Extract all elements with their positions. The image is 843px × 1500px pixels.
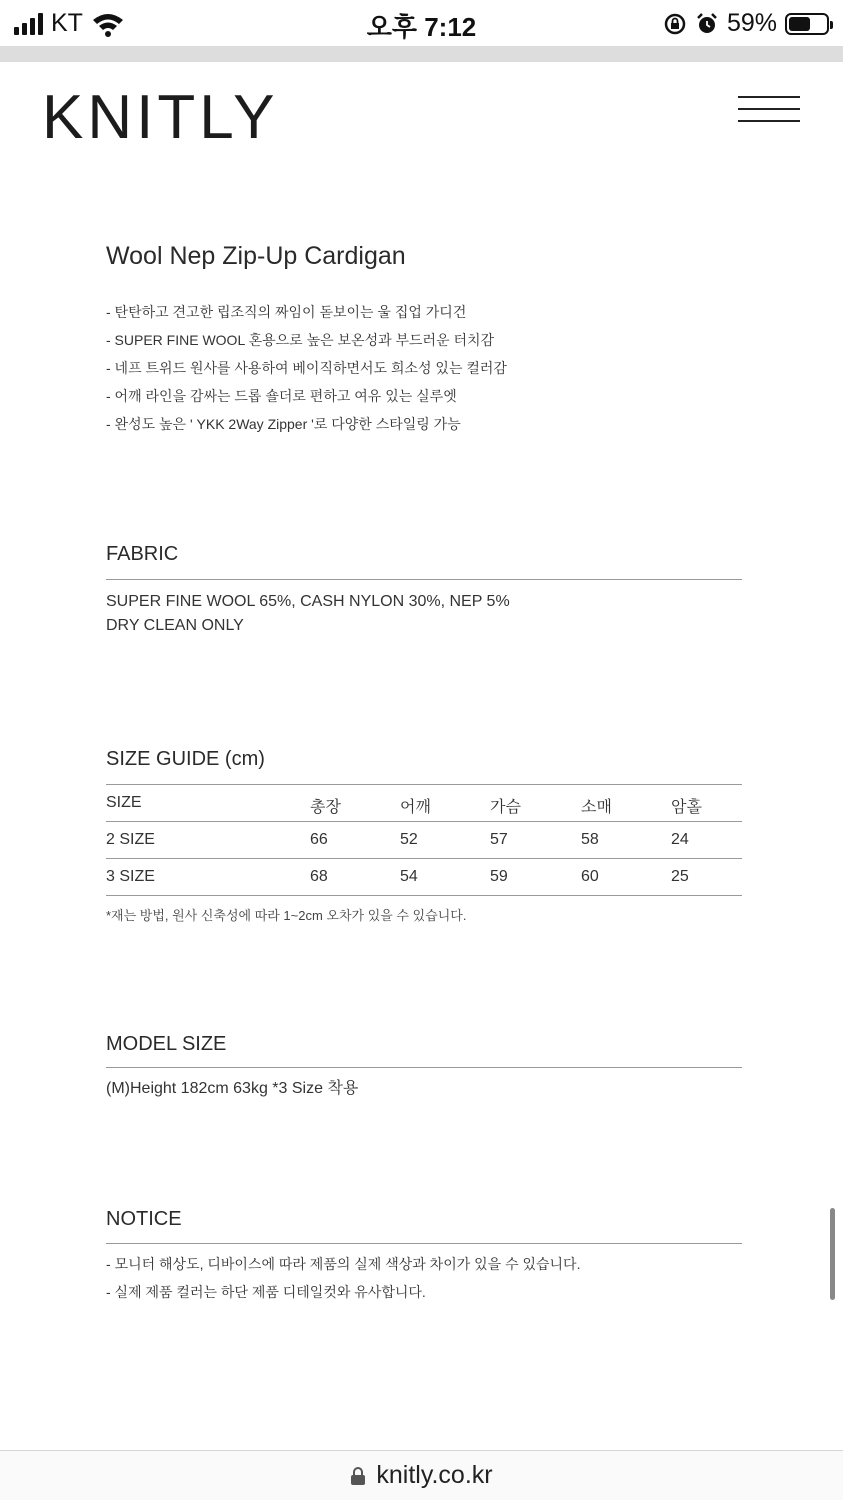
- hamburger-menu-icon[interactable]: [738, 96, 800, 124]
- table-header-cell: 어깨: [400, 799, 431, 816]
- site-logo[interactable]: KNITLY: [42, 83, 279, 152]
- battery-icon: [785, 13, 829, 35]
- list-item: - 어깨 라인을 감싸는 드롭 숄더로 편하고 여유 있는 실루엣: [106, 388, 457, 404]
- battery-percent: 59%: [726, 9, 777, 37]
- table-cell: 68: [310, 868, 328, 885]
- orientation-lock-icon: [663, 12, 687, 36]
- model-size-text: (M)Height 182cm 63kg *3 Size 착용: [106, 1080, 359, 1097]
- table-cell: 54: [400, 868, 418, 885]
- table-cell: 2 SIZE: [106, 831, 155, 848]
- table-header-row: [106, 784, 742, 821]
- size-table: [106, 784, 742, 896]
- url-bar[interactable]: [0, 1450, 843, 1500]
- table-row: [106, 821, 742, 858]
- notice-line: - 실제 제품 컬러는 하단 제품 디테일컷와 유사합니다.: [106, 1284, 426, 1300]
- product-title: Wool Nep Zip-Up Cardigan: [106, 242, 406, 270]
- table-header-cell: 가슴: [490, 799, 521, 816]
- table-cell: 3 SIZE: [106, 868, 155, 885]
- list-item: - 완성도 높은 ' YKK 2Way Zipper '로 다양한 스타일링 가능: [106, 416, 461, 432]
- battery-fill: [789, 17, 810, 31]
- list-item: - 탄탄하고 견고한 립조직의 짜임이 돋보이는 울 집업 가디건: [106, 304, 467, 320]
- carrier-label: KT: [51, 9, 83, 37]
- table-cell: 58: [581, 831, 599, 848]
- notice-title: NOTICE: [106, 1208, 182, 1230]
- list-item: - SUPER FINE WOOL 혼용으로 높은 보온성과 부드러운 터치감: [106, 332, 495, 348]
- table-cell: 25: [671, 868, 689, 885]
- size-guide-title: SIZE GUIDE (cm): [106, 748, 265, 770]
- notice-line: - 모니터 해상도, 디바이스에 따라 제품의 실제 색상과 차이가 있을 수 있습니다.: [106, 1256, 581, 1272]
- table-cell: 57: [490, 831, 508, 848]
- model-size-divider: [106, 1067, 742, 1068]
- table-cell: 52: [400, 831, 418, 848]
- table-header-cell: 소매: [581, 799, 612, 816]
- table-cell: 66: [310, 831, 328, 848]
- fabric-title: FABRIC: [106, 543, 179, 565]
- size-note: *재는 방법, 원사 신축성에 따라 1~2cm 오차가 있을 수 있습니다.: [106, 908, 467, 923]
- table-row: [106, 858, 742, 896]
- table-header-cell: SIZE: [106, 794, 142, 811]
- url-text[interactable]: knitly.co.kr: [376, 1461, 493, 1489]
- status-bar: [0, 0, 843, 46]
- alarm-icon: [695, 12, 719, 36]
- table-header-cell: 총장: [310, 799, 341, 816]
- table-cell: 60: [581, 868, 599, 885]
- list-item: - 네프 트위드 원사를 사용하여 베이직하면서도 희소성 있는 컬러감: [106, 360, 507, 376]
- fabric-divider: [106, 579, 742, 580]
- notice-divider: [106, 1243, 742, 1244]
- status-time: 오후 7:12: [366, 12, 477, 42]
- feature-list: [106, 300, 507, 440]
- fabric-care: DRY CLEAN ONLY: [106, 617, 244, 634]
- table-header-cell: 암홀: [671, 799, 702, 816]
- table-cell: 24: [671, 831, 689, 848]
- scrollbar[interactable]: [830, 1208, 835, 1300]
- fabric-composition: SUPER FINE WOOL 65%, CASH NYLON 30%, NEP 5%: [106, 593, 510, 610]
- model-size-title: MODEL SIZE: [106, 1033, 227, 1055]
- lock-icon: [350, 1466, 366, 1486]
- header-divider-band: [0, 46, 843, 62]
- table-cell: 59: [490, 868, 508, 885]
